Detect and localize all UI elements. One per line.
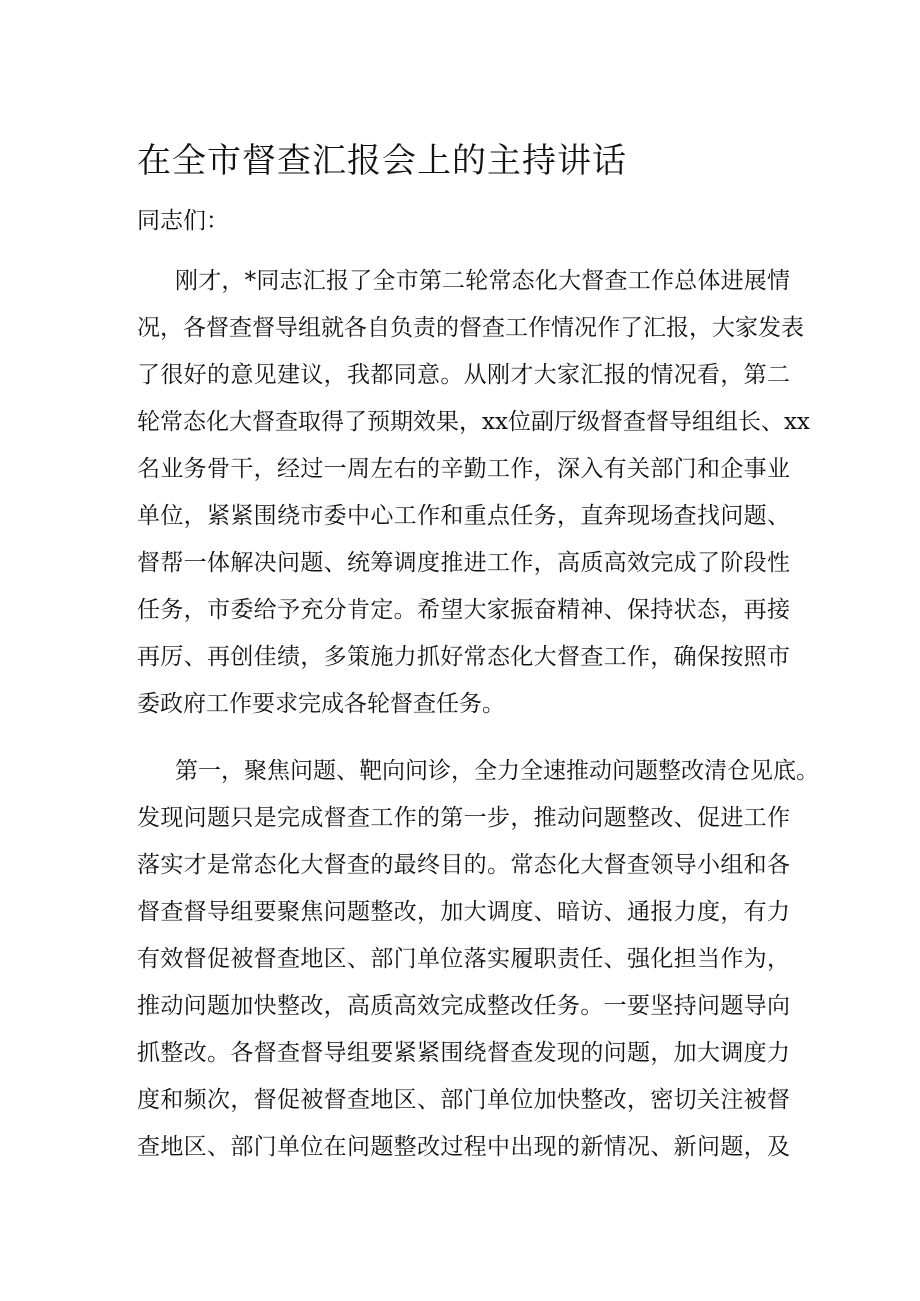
paragraph-line: 落实才是常态化大督查的最终目的。常态化大督查领导小组和各	[137, 852, 790, 878]
paragraph-line: 查地区、部门单位在问题整改过程中出现的新情况、新问题，及	[137, 1134, 790, 1160]
paragraph-line: 督查督导组要聚焦问题整改，加大调度、暗访、通报力度，有力	[137, 899, 790, 925]
paragraph-line: 任务，市委给予充分肯定。希望大家振奋精神、保持状态，再接	[137, 597, 790, 623]
paragraph-line: 刚才，*同志汇报了全市第二轮常态化大督查工作总体进展情	[175, 268, 790, 294]
paragraph-line: 了很好的意见建议，我都同意。从刚才大家汇报的情况看，第二	[137, 362, 790, 388]
paragraph-line: 有效督促被督查地区、部门单位落实履职责任、强化担当作为，	[137, 946, 790, 972]
paragraph-line: 督帮一体解决问题、统筹调度推进工作，高质高效完成了阶段性	[137, 550, 790, 576]
document-title: 在全市督查汇报会上的主持讲话	[137, 141, 627, 181]
paragraph-line: 况，各督查督导组就各自负责的督查工作情况作了汇报，大家发表	[137, 315, 804, 341]
paragraph-line: 名业务骨干，经过一周左右的辛勤工作，深入有关部门和企事业	[137, 456, 790, 482]
paragraph-line: 度和频次，督促被督查地区、部门单位加快整改，密切关注被督	[137, 1087, 790, 1113]
paragraph-line: 单位，紧紧围绕市委中心工作和重点任务，直奔现场查找问题、	[137, 503, 790, 529]
paragraph-line: 第一，聚焦问题、靶向问诊，全力全速推动问题整改清仓见底。	[175, 758, 819, 784]
paragraph-line: 轮常态化大督查取得了预期效果，xx位副厅级督查督导组组长、xx	[137, 409, 810, 435]
paragraph-line: 抓整改。各督查督导组要紧紧围绕督查发现的问题，加大调度力	[137, 1040, 790, 1066]
paragraph-line: 推动问题加快整改，高质高效完成整改任务。一要坚持问题导向	[137, 993, 790, 1019]
salutation: 同志们：	[137, 208, 229, 234]
paragraph-line: 委政府工作要求完成各轮督查任务。	[137, 691, 505, 717]
paragraph-line: 再厉、再创佳绩，多策施力抓好常态化大督查工作，确保按照市	[137, 644, 790, 670]
paragraph-line: 发现问题只是完成督查工作的第一步，推动问题整改、促进工作	[137, 805, 790, 831]
